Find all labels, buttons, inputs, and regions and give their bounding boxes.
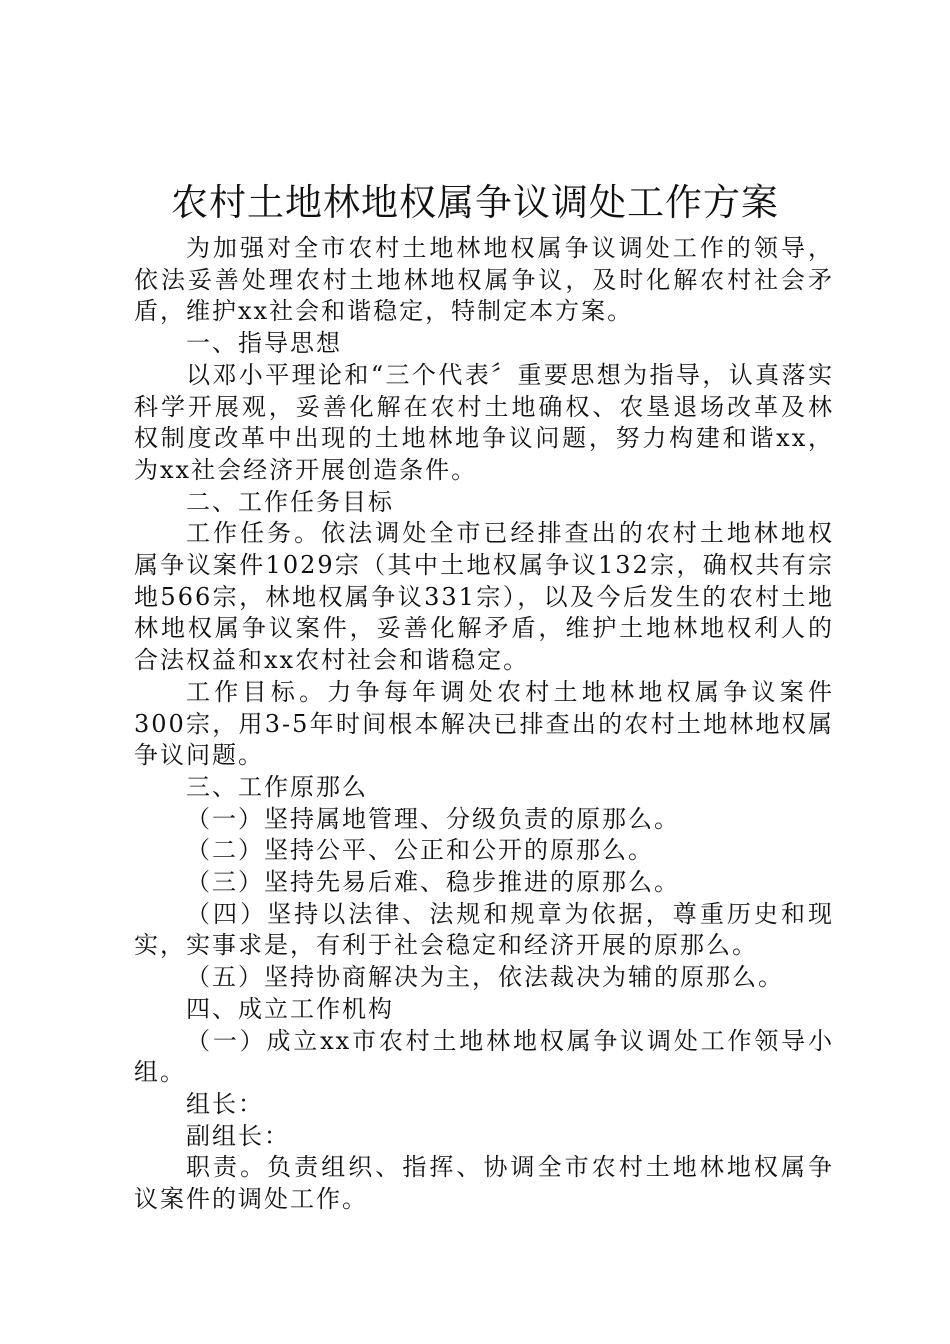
document-title: 农村土地林地权属争议调处工作方案 (171, 181, 779, 224)
principle-item-1: （一）坚持属地管理、分级负责的原那么。 (186, 804, 680, 833)
group-leader-line: 组长： (186, 1089, 264, 1118)
section-heading-principles: 三、工作原那么 (186, 772, 368, 801)
principle-item-5: （五）坚持协商解决为主，依法裁决为辅的原那么。 (186, 963, 784, 992)
intro-paragraph: 为加强对全市农村土地林地权属争议调处工作的领导，依法妥善处理农村土地林地权属争议，及时化解农村社会矛盾，维护xx社会和谐稳定，特制定本方案。 (134, 234, 834, 326)
work-tasks-paragraph: 工作任务。依法调处全市已经排查出的农村土地林地权属争议案件1029宗（其中土地权属争议132宗，确权共有宗地566宗，林地权属争议331宗），以及今后发生的农村土地林地权属争议案件，妥善化解矛盾，维护土地林地权利人的合法权益和xx农村社会和谐稳定。 (134, 519, 834, 675)
responsibilities-paragraph: 职责。负责组织、指挥、协调全市农村土地林地权属争议案件的调处工作。 (134, 1153, 834, 1214)
document-body (134, 233, 834, 1216)
organization-item-1: （一）成立xx市农村土地林地权属争议调处工作领导小组。 (134, 1026, 834, 1087)
principle-item-4: （四）坚持以法律、法规和规章为依据，尊重历史和现实，实事求是，有利于社会稳定和经济开展的原那么。 (134, 899, 834, 960)
guiding-ideology-paragraph: 以邓小平理论和“三个代表〞重要思想为指导，认真落实科学开展观，妥善化解在农村土地确权、农垦退场改革及林权制度改革中出现的土地林地争议问题，努力构建和谐xx，为xx社会经济开展创造条件。 (134, 360, 834, 484)
principle-item-2: （二）坚持公平、公正和公开的原那么。 (186, 836, 654, 865)
principle-item-3: （三）坚持先易后难、稳步推进的原那么。 (186, 868, 680, 897)
work-goals-paragraph: 工作目标。力争每年调处农村土地林地权属争议案件300宗，用3-5年时间根本解决已排查出的农村土地林地权属争议问题。 (134, 677, 834, 770)
section-heading-guiding-ideology: 一、指导思想 (186, 329, 342, 358)
section-heading-tasks-goals: 二、工作任务目标 (186, 487, 394, 516)
section-heading-organization: 四、成立工作机构 (186, 994, 394, 1023)
deputy-leader-line: 副组长： (186, 1121, 290, 1150)
